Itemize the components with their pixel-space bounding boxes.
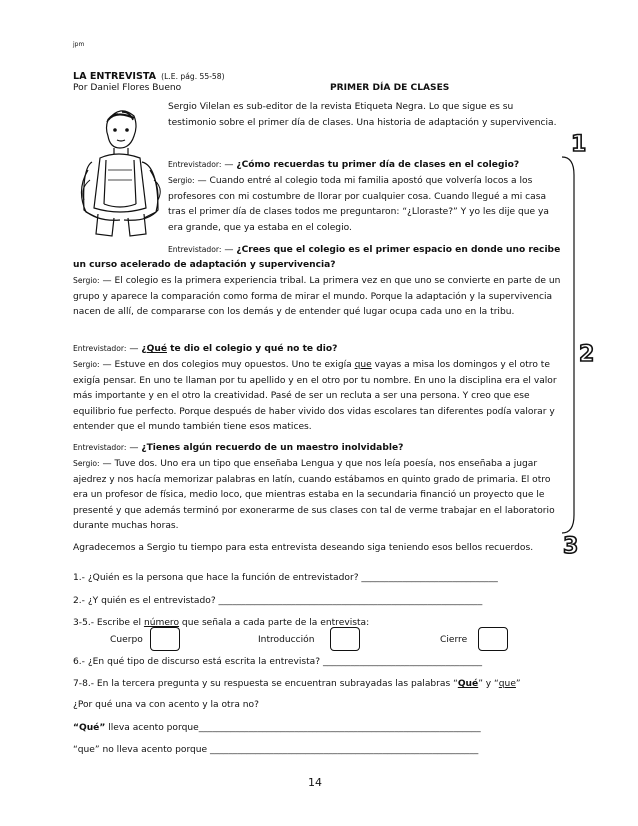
a3-pre: Estuve en dos colegios muy opuestos. Uno te exigía [114,360,355,370]
sergio-label: Sergio: [73,360,100,369]
answer-1-text: Cuando entré al colegio toda mi familia apostó que volvería locos a los profesores con mi costumbre de llorar por cualquier cosa. Cuando llegué a mi casa tras el primer día de clases todos me preguntaron: “¿Lloraste?” Y yo les dije que ya era grande, que ya estaba en el colegio. [168,176,549,233]
q3-post: te dio el colegio y qué no te dio? [166,344,338,354]
author: Por Daniel Flores Bueno [73,83,182,93]
answer-box-cuerpo[interactable] [150,627,180,651]
exercise-q2: 2.- ¿Y quién es el entrevistado? __________________________________________________________ [73,596,483,606]
sergio-label: Sergio: [73,459,100,468]
answer-1-line: lleva acento porque______________________________________________________________ [105,723,481,733]
question-2 [168,242,563,259]
q3-suffix: que señala a cada parte de la entrevista: [179,618,370,628]
part-label: Cierre [440,635,468,645]
q3-prefix: 3-5.- Escribe el [73,618,144,628]
exercise-answer-1 [73,721,563,737]
q3-accent-word: Qué [146,344,167,354]
q3-pre: ¿ [141,344,147,354]
answer-box-cierre[interactable] [478,627,508,651]
exercise-q7 [73,677,563,693]
q7-word-plain: que [498,679,516,689]
question-2-text-b: un curso acelerado de adaptación y supervivencia? [73,260,336,270]
question-1 [168,157,563,174]
question-4-text: ¿Tienes algún recuerdo de un maestro inolvidable? [141,443,404,453]
exercise-q6: 6.- ¿En qué tipo de discurso está escrita la entrevista? ___________________________________ [73,657,483,667]
marker-3: 3 [563,534,579,559]
student-backpack-illustration [78,100,164,240]
dash: — [224,160,234,170]
q7-word-accented: Qué [457,679,479,689]
exercise-q7b: ¿Por qué una va con acento y la otra no? [73,700,259,710]
answer-1 [168,173,563,236]
question-4 [73,440,563,457]
dash: — [129,443,139,453]
article-title: PRIMER DÍA DE CLASES [330,83,450,93]
exercise-answer-2: “que” no lleva acento porque ___________________________________________________________ [73,745,479,755]
dash: — [197,176,207,186]
dash: — [102,459,112,469]
answer-2 [73,273,563,321]
answer-box[interactable] [330,627,360,651]
marker-2: 2 [579,342,595,367]
marker-1: 1 [571,132,587,157]
part-cuerpo [110,633,143,649]
dash: — [224,245,234,255]
dash: — [129,344,139,354]
question-2-text-a: ¿Crees que el colegio es el primer espacio en donde uno recibe [236,245,561,255]
sergio-label: Sergio: [168,176,195,185]
title-ref: (L.E. pág. 55-58) [161,72,225,81]
interviewer-label: Entrevistador: [73,443,127,452]
answer-box-introduccion[interactable] [330,627,360,651]
title-main: LA ENTREVISTA [73,71,157,82]
a3-accent-word: que [354,360,372,370]
exercise-q1: 1.- ¿Quién es la persona que hace la función de entrevistador? ______________________________ [73,573,498,583]
interviewer-label: Entrevistador: [73,344,127,353]
dash: — [102,276,112,286]
part-label: Cuerpo [110,635,143,645]
answer-4 [73,456,563,535]
body-bracket [560,155,580,535]
q7-prefix: 7-8.- En la tercera pregunta y su respuesta se encuentran subrayadas las palabras “ [73,679,458,689]
question-1-text: ¿Cómo recuerdas tu primer día de clases en el colegio? [236,160,520,170]
interviewer-label: Entrevistador: [168,245,222,254]
answer-box[interactable] [150,627,180,651]
dash: — [102,360,112,370]
answer-box[interactable] [478,627,508,651]
page-number: 14 [308,776,322,789]
answer-1-word: “Qué” [73,723,106,733]
answer-3 [73,357,563,436]
sergio-label: Sergio: [73,276,100,285]
q7-middle: ” y “ [478,679,499,689]
intro-paragraph: Sergio Vilelan es sub-editor de la revista Etiqueta Negra. Lo que sigue es su testimonio sobre el primer día de clases. Una historia de adaptación y supervivencia. [168,102,557,128]
interviewer-label: Entrevistador: [168,160,222,169]
question-3 [73,341,563,358]
q3-underlined: número [143,618,180,628]
closing-paragraph: Agradecemos a Sergio tu tiempo para esta entrevista deseando siga teniendo esos bellos recuerdos. [73,543,534,553]
answer-2-text: El colegio es la primera experiencia tribal. La primera vez en que uno se convierte en parte de un grupo y aparece la comparación como forma de mirar el mundo. Porque la adaptación y la supervivencia nacen de allí, de compararse con los demás y de entender qué lugar ocupa cada uno en la tribu. [73,276,561,318]
header-mark: jpm [73,41,85,48]
part-label: Introducción [258,635,315,645]
answer-4-text: Tuve dos. Uno era un tipo que enseñaba Lengua y que nos leía poesía, nos enseñaba a jugar ajedrez y nos hacía memorizar palabras en latín, cuando estábamos en quinto grado de primaria. El otro era un profesor de física, medio loco, que mientras estaba en la secundaria financió un proyecto que le presenté y que además terminó por exonerarme de sus clases con tal de verme trabajar en el laboratorio durante muchas horas. [73,459,555,532]
part-cierre [440,633,467,649]
part-introduccion [258,633,315,649]
question-3-text [141,344,337,354]
a3-post: vayas a misa los domingos y el otro te exigía pensar. En uno te llaman por tu apellido y en el otro por tu nombre. En uno la disciplina era el valor más importante y en el otro la creatividad. Pasé de ser un recluta a ser una persona. Y creo que ese equilibrio fue perfecto. Porque después de haber vivido dos vidas escolares tan diferentes podía valorar y entender que el mundo también tiene esos matices. [73,360,557,433]
q7-end: ” [515,679,521,689]
